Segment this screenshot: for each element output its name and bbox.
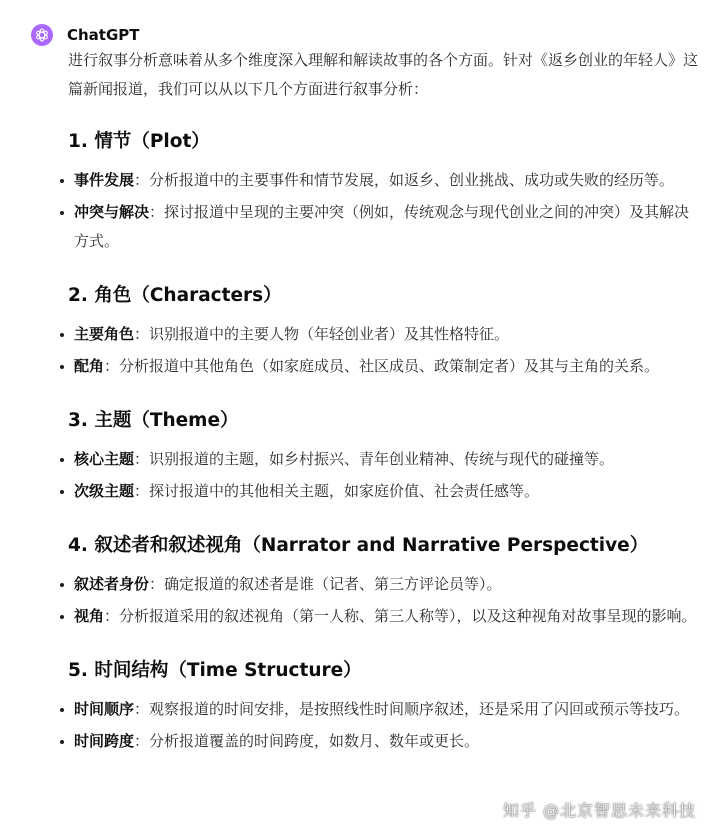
list-item [68,727,698,756]
bullet-icon [60,490,64,494]
bullet-icon [60,179,64,183]
item-term: 次级主题 [74,482,135,500]
bullet-list [68,570,698,631]
list-item [68,198,698,256]
section-narrator [68,532,698,631]
list-item [68,166,698,195]
bullet-list [68,445,698,506]
message-header [31,24,140,46]
intro-paragraph: 进行叙事分析意味着从多个维度深入理解和解读故事的各个方面。针对《返乡创业的年轻人》这篇新闻报道，我们可以从以下几个方面进行叙事分析： [68,51,699,98]
bullet-icon [60,583,64,587]
section-characters [68,282,698,381]
section-theme [68,407,698,506]
item-term: 时间跨度 [74,732,135,750]
list-item [68,445,698,474]
bullet-icon [60,333,64,337]
list-item [68,695,698,724]
openai-logo-icon [34,27,50,43]
item-term: 主要角色 [74,325,135,343]
section-time-structure [68,657,698,756]
item-term: 冲突与解决 [74,203,150,221]
item-text: ：确定报道的叙述者是谁（记者、第三方评论员等）。 [149,575,502,593]
item-text: ：分析报道采用的叙述视角（第一人称、第三人称等），以及这种视角对故事呈现的影响。 [104,607,697,625]
watermark: 知乎 @北京智思未来科技 [502,801,696,820]
list-item [68,320,698,349]
section-heading: 3. 主题（Theme） [68,410,239,431]
bullet-list [68,695,698,756]
list-item [68,570,698,599]
section-plot [68,128,698,256]
author-name: ChatGPT [67,26,140,44]
item-term: 叙述者身份 [74,575,150,593]
item-term: 配角 [74,357,105,375]
item-text: ：观察报道的时间安排，是按照线性时间顺序叙述，还是采用了闪回或预示等技巧。 [134,700,690,718]
item-text: ：分析报道中其他角色（如家庭成员、社区成员、政策制定者）及其与主角的关系。 [104,357,660,375]
item-term: 时间顺序 [74,700,135,718]
item-text: ：分析报道覆盖的时间跨度，如数月、数年或更长。 [134,732,480,750]
section-heading: 1. 情节（Plot） [68,131,210,152]
bullet-icon [60,458,64,462]
bullet-icon [60,740,64,744]
avatar [31,24,53,46]
message-content [68,46,698,759]
list-item [68,352,698,381]
item-term: 视角 [74,607,105,625]
list-item [68,602,698,631]
bullet-list [68,166,698,256]
bullet-icon [60,708,64,712]
list-item [68,477,698,506]
section-heading: 5. 时间结构（Time Structure） [68,660,362,681]
item-text: ：探讨报道中的其他相关主题，如家庭价值、社会责任感等。 [134,482,540,500]
item-text: ：分析报道中的主要事件和情节发展，如返乡、创业挑战、成功或失败的经历等。 [134,171,675,189]
bullet-icon [60,365,64,369]
item-text: ：探讨报道中呈现的主要冲突（例如，传统观念与现代创业之间的冲突）及其解决方式。 [74,203,690,250]
item-text: ：识别报道的主题，如乡村振兴、青年创业精神、传统与现代的碰撞等。 [134,450,615,468]
item-text: ：识别报道中的主要人物（年轻创业者）及其性格特征。 [134,325,510,343]
item-term: 核心主题 [74,450,135,468]
section-heading: 4. 叙述者和叙述视角（Narrator and Narrative Perspective） [68,535,649,556]
bullet-icon [60,211,64,215]
item-term: 事件发展 [74,171,135,189]
bullet-icon [60,615,64,619]
bullet-list [68,320,698,381]
section-heading: 2. 角色（Characters） [68,285,282,306]
